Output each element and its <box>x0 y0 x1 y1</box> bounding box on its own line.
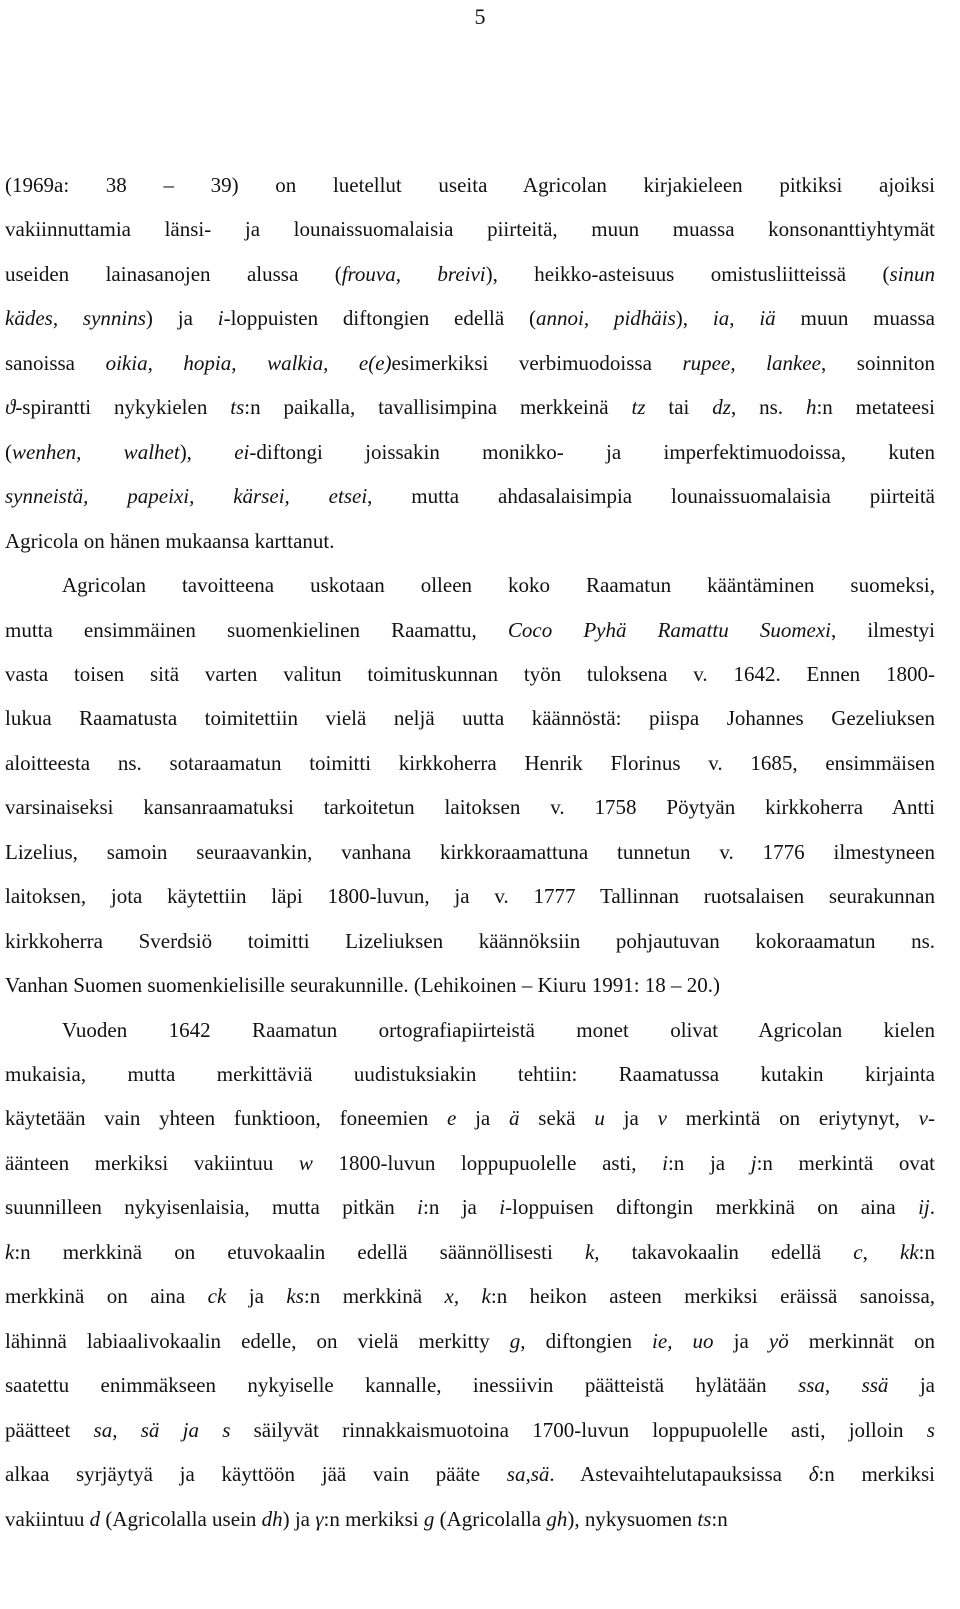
italic-term: d <box>89 1506 101 1531</box>
text-run: , ilmestyi <box>830 617 935 642</box>
italic-term: v <box>657 1106 667 1131</box>
paragraph-1-line <box>5 348 935 378</box>
text-run: :n <box>711 1506 728 1531</box>
text-run: (Agricolalla <box>434 1506 547 1531</box>
text-run: ja <box>888 1373 935 1398</box>
italic-term: annoi, pidhäis <box>536 306 676 331</box>
italic-term: k <box>5 1239 15 1264</box>
paragraph-2-line <box>5 881 935 911</box>
paragraph-3-line <box>5 1237 935 1267</box>
italic-term: ä <box>509 1106 520 1131</box>
text-run: merkkinä on aina <box>5 1284 208 1309</box>
italic-term: yö <box>768 1328 789 1353</box>
italic-term: x <box>444 1284 454 1309</box>
italic-term: γ <box>315 1506 324 1531</box>
paragraph-2-line <box>5 837 935 867</box>
text-run: merkinnät on <box>788 1328 935 1353</box>
italic-term: c <box>853 1239 863 1264</box>
text-run: useiden lainasanojen alussa ( <box>5 261 342 286</box>
italic-term: kädes, synnins <box>5 306 146 331</box>
italic-term: ij <box>918 1195 930 1220</box>
text-run: :n <box>918 1239 935 1264</box>
text-run: -loppuisten diftongien edellä ( <box>223 306 537 331</box>
italic-term: ts <box>230 395 245 420</box>
italic-term: ie, uo <box>652 1328 714 1353</box>
text-run: ), <box>179 439 235 464</box>
text-run: , ns. <box>730 395 806 420</box>
text-run: . Astevaihtelutapauksissa <box>549 1462 809 1487</box>
paragraph-2-line <box>5 615 935 645</box>
paragraph-1-line <box>5 481 935 511</box>
text-run: muun muassa <box>775 306 935 331</box>
italic-term: g, <box>509 1328 526 1353</box>
text-run: :n merkiksi <box>818 1462 935 1487</box>
italic-term: ssa, ssä <box>798 1373 889 1398</box>
text-run: :n ja <box>422 1195 500 1220</box>
italic-term: e <box>446 1106 457 1131</box>
text-run: -loppuisen diftongin merkkinä on aina <box>505 1195 919 1220</box>
text-run: äänteen merkiksi vakiintuu <box>5 1150 299 1175</box>
paragraph-1-line <box>5 214 935 244</box>
text-run: varsinaiseksi kansanraamatuksi tarkoitetun laitoksen v. 1758 Pöytyän kirkkoherra Antti <box>5 795 935 820</box>
italic-term: gh <box>546 1506 568 1531</box>
text-run: , soinniton <box>820 350 935 375</box>
italic-term: synneistä, papeixi, kärsei, etsei <box>5 484 368 509</box>
text-run: vakiintuu <box>5 1506 90 1531</box>
paragraph-3-line <box>5 1415 935 1445</box>
paragraph-2-line <box>5 570 935 600</box>
text-run: :n ja <box>667 1150 751 1175</box>
text-run: ja <box>226 1284 287 1309</box>
text-run: Agricolan tavoitteena uskotaan olleen koko Raamatun kääntäminen suomeksi, <box>62 573 935 598</box>
italic-term: i <box>499 1195 506 1220</box>
paragraph-3-line <box>5 1459 935 1489</box>
paragraph-2-line <box>5 926 935 956</box>
paragraph-1-line <box>5 303 935 333</box>
paragraph-3-line <box>5 1326 935 1356</box>
italic-term: ks <box>286 1284 304 1309</box>
italic-term: δ <box>808 1462 819 1487</box>
text-run: , mutta ahdasalaisimpia lounaissuomalaisia piirteitä <box>367 484 935 509</box>
italic-term: u <box>594 1106 605 1131</box>
italic-term: h <box>805 395 817 420</box>
italic-term: dh <box>261 1506 283 1531</box>
text-run: ja <box>713 1328 769 1353</box>
text-run: merkintä on eriytynyt, <box>666 1106 919 1131</box>
paragraph-2-line <box>5 748 935 778</box>
text-run: päätteet <box>5 1417 94 1442</box>
italic-term: rupee, lankee <box>682 350 821 375</box>
text-run: aloitteesta ns. sotaraamatun toimitti kirkkoherra Henrik Florinus v. 1685, ensimmäisen <box>5 750 935 775</box>
paragraph-1-line <box>5 170 935 200</box>
italic-term: ϑ <box>5 395 16 420</box>
text-run: mutta ensimmäinen suomenkielinen Raamattu, <box>5 617 508 642</box>
italic-term: kk <box>900 1239 919 1264</box>
text-run: -diftongi joissakin monikko- ja imperfektimuodoissa, kuten <box>249 439 935 464</box>
paragraph-3-line <box>5 1370 935 1400</box>
text-run: :n heikon asteen merkiksi eräissä sanoissa, <box>490 1284 935 1309</box>
text-run: ), nykysuomen <box>567 1506 698 1531</box>
italic-term: g <box>423 1506 435 1531</box>
paragraph-3-line <box>5 1504 935 1534</box>
italic-term: Coco Pyhä Ramattu Suomexi <box>507 617 831 642</box>
italic-term: k <box>481 1284 491 1309</box>
text-run: vakiinnuttamia länsi- ja lounaissuomalaisia piirteitä, muun muassa konsonanttiyhtymät <box>5 217 935 242</box>
italic-term: s <box>926 1417 935 1442</box>
text-run: saatettu enimmäkseen nykyiselle kannalle, inessiivin päätteistä hylätään <box>5 1373 799 1398</box>
text-run: :n merkkinä <box>303 1284 445 1309</box>
italic-term: i <box>217 306 224 331</box>
text-run: , <box>453 1284 482 1309</box>
italic-term: ts <box>697 1506 712 1531</box>
italic-term: sinun <box>889 261 935 286</box>
paragraph-1-line <box>5 259 935 289</box>
text-run: :n paikalla, tavallisimpina merkkeinä <box>244 395 632 420</box>
italic-term: ck <box>207 1284 227 1309</box>
text-run: ), heikko-asteisuus omistusliitteissä ( <box>485 261 890 286</box>
italic-term: ia, iä <box>712 306 776 331</box>
italic-term: i <box>417 1195 423 1220</box>
text-run: vasta toisen sitä varten valitun toimituskunnan työn tuloksena v. 1642. Ennen 1800- <box>5 661 935 686</box>
text-run: kirkkoherra Sverdsiö toimitti Lizeliuksen käännöksiin pohjautuvan kokoraamatun ns. <box>5 928 935 953</box>
text-run: alkaa syrjäytyä ja käyttöön jää vain pääte <box>5 1462 507 1487</box>
paragraph-3-line <box>5 1103 935 1133</box>
text-run: , <box>862 1239 900 1264</box>
paragraph-3-line <box>5 1281 935 1311</box>
page-number: 5 <box>474 4 486 29</box>
text-run: - <box>928 1106 935 1131</box>
text-run: :n merkintä ovat <box>756 1150 935 1175</box>
italic-term: j <box>750 1150 757 1175</box>
italic-term: sa, sä ja s <box>93 1417 231 1442</box>
paragraph-2-line <box>5 659 935 689</box>
text-run: säilyvät rinnakkaismuotoina 1700-luvun loppupuolelle asti, jolloin <box>230 1417 927 1442</box>
italic-term: i <box>662 1150 668 1175</box>
text-run: . <box>929 1195 935 1220</box>
text-run: Vanhan Suomen suomenkielisille seurakunnille. (Lehikoinen – Kiuru 1991: 18 – 20.) <box>5 973 721 998</box>
text-run: sanoissa <box>5 350 106 375</box>
text-run: takavokaalin edellä <box>599 1239 854 1264</box>
text-run: tai <box>645 395 713 420</box>
italic-term: oikia, hopia, walkia, e(e) <box>105 350 392 375</box>
italic-term: sa,sä <box>506 1462 550 1487</box>
italic-term: dz <box>712 395 731 420</box>
text-run: mukaisia, mutta merkittäviä uudistuksiakin tehtiin: Raamatussa kutakin kirjainta <box>5 1062 935 1086</box>
text-run: ) ja <box>145 306 218 331</box>
paragraph-1-line <box>5 526 935 556</box>
text-run: käytetään vain yhteen funktioon, foneemien <box>5 1106 447 1131</box>
text-run: suunnilleen nykyisenlaisia, mutta pitkän <box>5 1195 418 1220</box>
paragraph-2-line <box>5 970 935 1000</box>
italic-term: wenhen, walhet <box>12 439 180 464</box>
italic-term: frouva, breivi <box>341 261 486 286</box>
text-run: esimerkiksi verbimuodoissa <box>391 350 683 375</box>
paragraph-1-line <box>5 437 935 467</box>
text-run: :n merkkinä on etuvokaalin edellä säännöllisesti <box>14 1239 585 1264</box>
paragraph-2-line <box>5 703 935 733</box>
text-run: ) ja <box>282 1506 316 1531</box>
text-run: Agricola on hänen mukaansa karttanut. <box>5 528 335 553</box>
text-run: (Agricolalla usein <box>100 1506 262 1531</box>
text-run: lähinnä labiaalivokaalin edelle, on vielä merkitty <box>5 1328 510 1353</box>
text-run: sekä <box>519 1106 595 1131</box>
text-run: 1800-luvun loppupuolelle asti, <box>312 1150 663 1175</box>
italic-term: v <box>918 1106 928 1131</box>
paragraph-2-line <box>5 792 935 822</box>
paragraph-3-line <box>5 1059 935 1089</box>
text-run: ja <box>604 1106 658 1131</box>
text-run: :n merkiksi <box>323 1506 424 1531</box>
text-run: Lizelius, samoin seuraavankin, vanhana kirkkoraamattuna tunnetun v. 1776 ilmestyneen <box>5 839 935 864</box>
text-run: ja <box>456 1106 509 1131</box>
italic-term: tz <box>631 395 646 420</box>
text-run: :n metateesi <box>816 395 935 420</box>
paragraph-3-line <box>5 1015 935 1045</box>
paragraph-3-line <box>5 1192 935 1222</box>
italic-term: w <box>298 1150 313 1175</box>
paragraph-3-line <box>5 1148 935 1178</box>
italic-term: k, <box>584 1239 600 1264</box>
text-run: Vuoden 1642 Raamatun ortografiapiirteistä monet olivat Agricolan kielen <box>62 1017 935 1042</box>
text-run: -spirantti nykykielen <box>15 395 231 420</box>
text-run: laitoksen, jota käytettiin läpi 1800-luvun, ja v. 1777 Tallinnan ruotsalaisen seurakunnan <box>5 884 935 909</box>
text-run: ( <box>5 439 12 464</box>
text-run: lukua Raamatusta toimitettiin vielä neljä uutta käännöstä: piispa Johannes Gezeliuksen <box>5 706 935 731</box>
text-run: diftongien <box>525 1328 653 1353</box>
text-run: (1969a: 38 – 39) on luetellut useita Agricolan kirjakieleen pitkiksi ajoiksi <box>5 173 935 197</box>
paragraph-1-line <box>5 392 935 422</box>
text-run: ), <box>675 306 713 331</box>
italic-term: ei <box>234 439 250 464</box>
